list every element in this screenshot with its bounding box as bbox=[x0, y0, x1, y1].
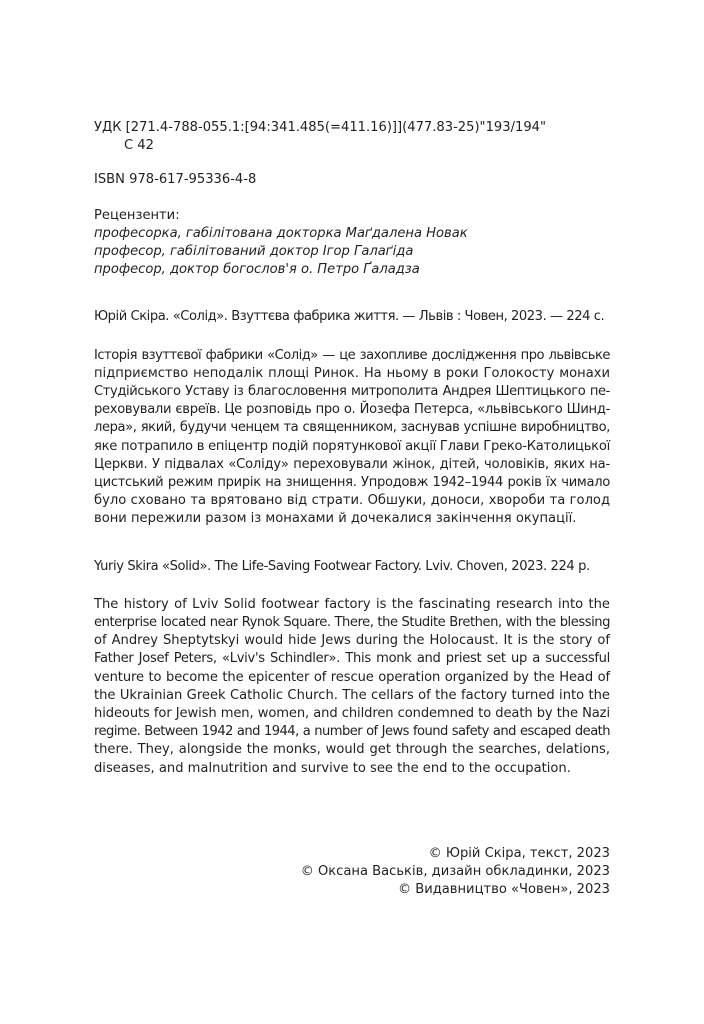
citation-text: Юрій Скіра. «Солід». Взуттєва фабрика життя. — Львів : Човен, 2023. — 224 с. bbox=[94, 309, 605, 325]
author-sign: С 42 bbox=[124, 138, 154, 154]
annotation-line: Father Josef Peters, «Lviv's Schindler». This monk and priest set up a successful bbox=[94, 651, 610, 667]
annotation-line: of Andrey Sheptytskyi would hide Jews during the Holocaust. It is the story of bbox=[94, 633, 610, 649]
annotation-line: Історія взуттєвої фабрики «Солід» — це захопливе дослідження про львівське bbox=[94, 347, 610, 363]
reviewer-item: професорка, габілітована докторка Маґдалена Новак bbox=[94, 225, 468, 241]
english-annotation bbox=[94, 596, 610, 778]
reviewer-item: професор, доктор богослов'я о. Петро Ґаладза bbox=[94, 262, 420, 278]
annotation-line: Церкви. У підвалах «Соліду» переховували жінок, дітей, чоловіків, яких на- bbox=[94, 456, 610, 472]
annotation-line: яке потрапило в епіцентр подій порятункової акції Глави Греко-Католицької bbox=[94, 438, 610, 454]
annotation-line: diseases, and malnutrition and survive to see the end to the occupation. bbox=[94, 760, 571, 776]
annotation-line: venture to become the epicenter of rescue operation organized by the Head of bbox=[94, 669, 610, 685]
annotation-line: there. They, alongside the monks, would get through the searches, delations, bbox=[94, 742, 610, 758]
annotation-line: вони пережили разом із монахами й дочекалися закінчення окупації. bbox=[94, 511, 577, 527]
annotation-line: The history of Lviv Solid footwear factory is the fascinating research into the bbox=[94, 596, 610, 612]
annotation-line: hideouts for Jewish men, women, and children condemned to death by the Nazi bbox=[94, 706, 610, 722]
udk-code: УДК [271.4-788-055.1:[94:341.485(=411.16)]](477.83-25)"193/194" bbox=[94, 120, 547, 135]
annotation-line: було сховано та врятовано від страти. Обшуки, доноси, хвороби та голод bbox=[94, 493, 610, 509]
citation-text: Yuriy Skira «Solid». The Life-Saving Footwear Factory. Lviv. Choven, 2023. 224 p. bbox=[94, 558, 590, 574]
annotation-line: regime. Between 1942 and 1944, a number of Jews found safety and escaped death bbox=[94, 724, 610, 740]
copyright-line: © Юрій Скіра, текст, 2023 bbox=[428, 845, 610, 861]
copyright-line: © Оксана Васьків, дизайн обкладинки, 2023 bbox=[300, 864, 610, 880]
reviewer-item: професор, габілітований доктор Ігор Галаґіда bbox=[94, 244, 414, 260]
reviewers-block bbox=[94, 207, 610, 280]
classification-block bbox=[94, 119, 610, 155]
annotation-line: цистський режим прирік на знищення. Упродовж 1942–1944 років їх чимало bbox=[94, 475, 610, 491]
annotation-line: підприємство неподалік площі Ринок. На ньому в роки Голокосту монахи bbox=[94, 365, 610, 381]
annotation-line: лера», який, будучи ченцем та священником, заснував успішне виробництво, bbox=[94, 420, 610, 436]
isbn bbox=[94, 171, 610, 189]
annotation-line: Студійського Уставу із благословення митрополита Андрея Шептицького пе- bbox=[94, 384, 610, 400]
copyright-line: © Видавництво «Човен», 2023 bbox=[397, 882, 610, 898]
annotation-line: реховували євреїв. Це розповідь про о. Йозефа Петерса, «львівського Шинд- bbox=[94, 402, 610, 418]
annotation-line: the Ukrainian Greek Catholic Church. The cellars of the factory turned into the bbox=[94, 687, 610, 703]
reviewers-heading: Рецензенти: bbox=[94, 207, 180, 223]
ukrainian-citation bbox=[94, 308, 610, 326]
ukrainian-annotation bbox=[94, 347, 610, 529]
copyright-block bbox=[94, 845, 610, 900]
copyright-page bbox=[94, 119, 610, 900]
isbn-number: ISBN 978-617-95336-4-8 bbox=[94, 172, 257, 188]
english-citation bbox=[94, 558, 610, 576]
annotation-line: enterprise located near Rynok Square. There, the Studite Brethen, with the blessing bbox=[94, 615, 610, 631]
